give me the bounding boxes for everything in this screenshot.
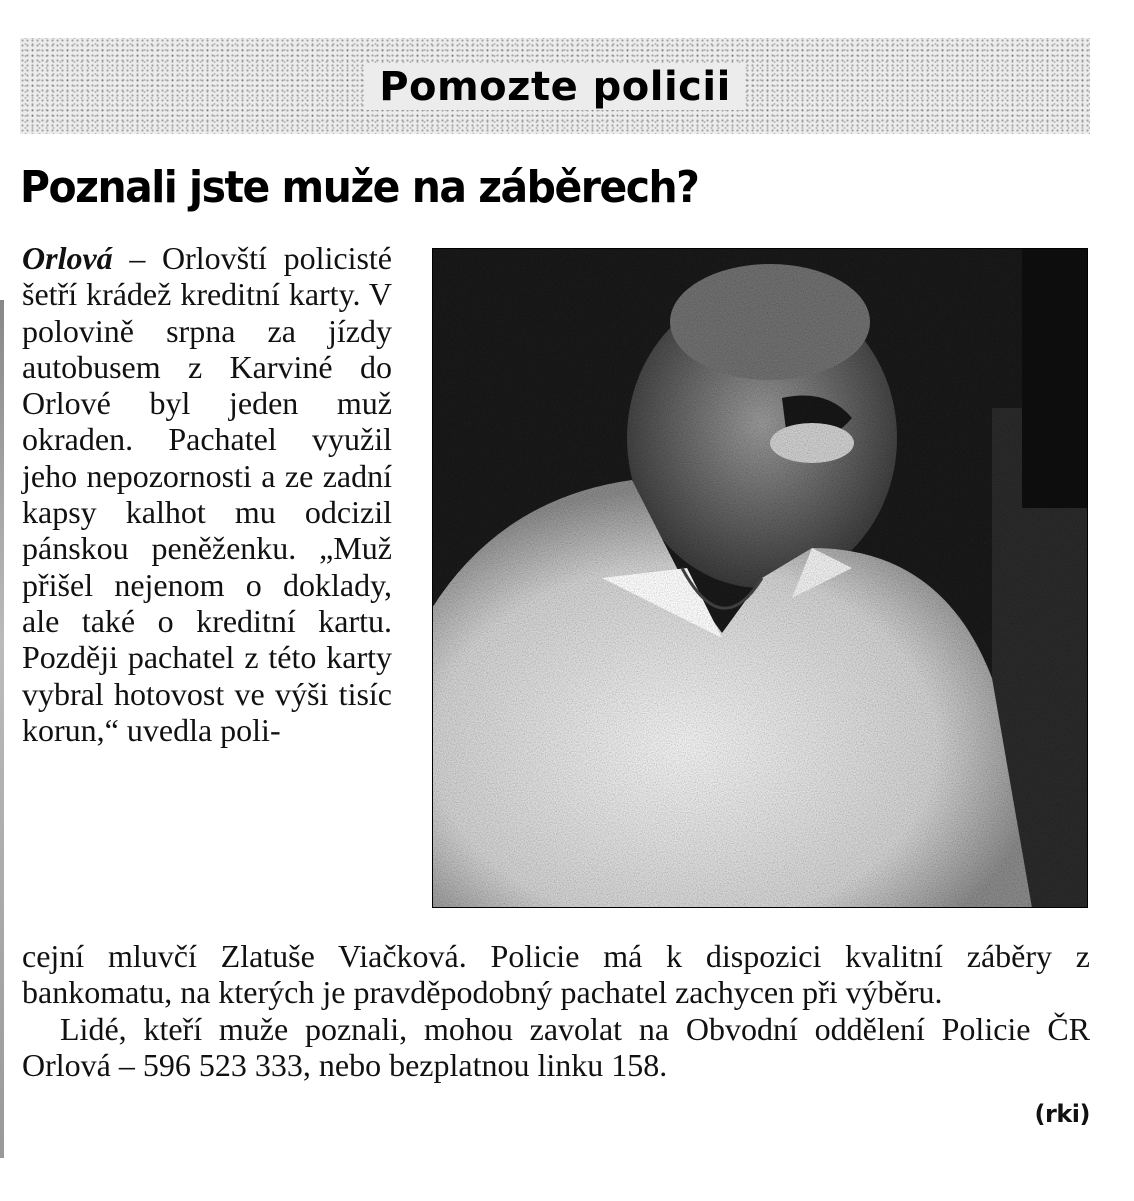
article-column-text: [22, 240, 392, 748]
news-photo: [432, 248, 1088, 908]
article-continuation: cejní mluvčí Zlatuše Viačková. Policie má k dispozici kvalitní záběry z bankomatu, na kterých je pravděpodobný pachatel zachycen při výběru.: [22, 938, 1090, 1011]
article-body-column: – Orlovští policisté šetří krádež kreditní karty. V polovině srpna za jízdy autobusem z Karviné do Orlové byl jeden muž okraden. Pachatel využil jeho nepozornosti a ze zadní kapsy kalhot mu odcizil pánskou peněženku. „Muž přišel nejenom o doklady, ale také o kreditní kartu. Později pachatel z této karty vybral hotovost ve výši tisíc korun,“ uvedla poli-: [22, 240, 393, 748]
article-paragraph-2: Lidé, kteří muže poznali, mohou zavolat na Obvodní oddělení Policie ČR Orlová – 596 523 333, nebo bezplatnou linku 158.: [22, 1010, 1090, 1083]
rubric-text: Pomozte policii: [365, 64, 745, 110]
rubric-title: [20, 64, 1090, 110]
page-edge: [0, 300, 4, 1158]
author-signature: (rki): [1034, 1100, 1090, 1128]
article-wide-text: [22, 938, 1090, 1083]
headline: Poznali jste muže na záběrech?: [20, 162, 699, 213]
photo-man-in-white-shirt: [432, 248, 1088, 908]
rubric-band: [20, 38, 1090, 134]
dateline: Orlová: [22, 240, 113, 276]
